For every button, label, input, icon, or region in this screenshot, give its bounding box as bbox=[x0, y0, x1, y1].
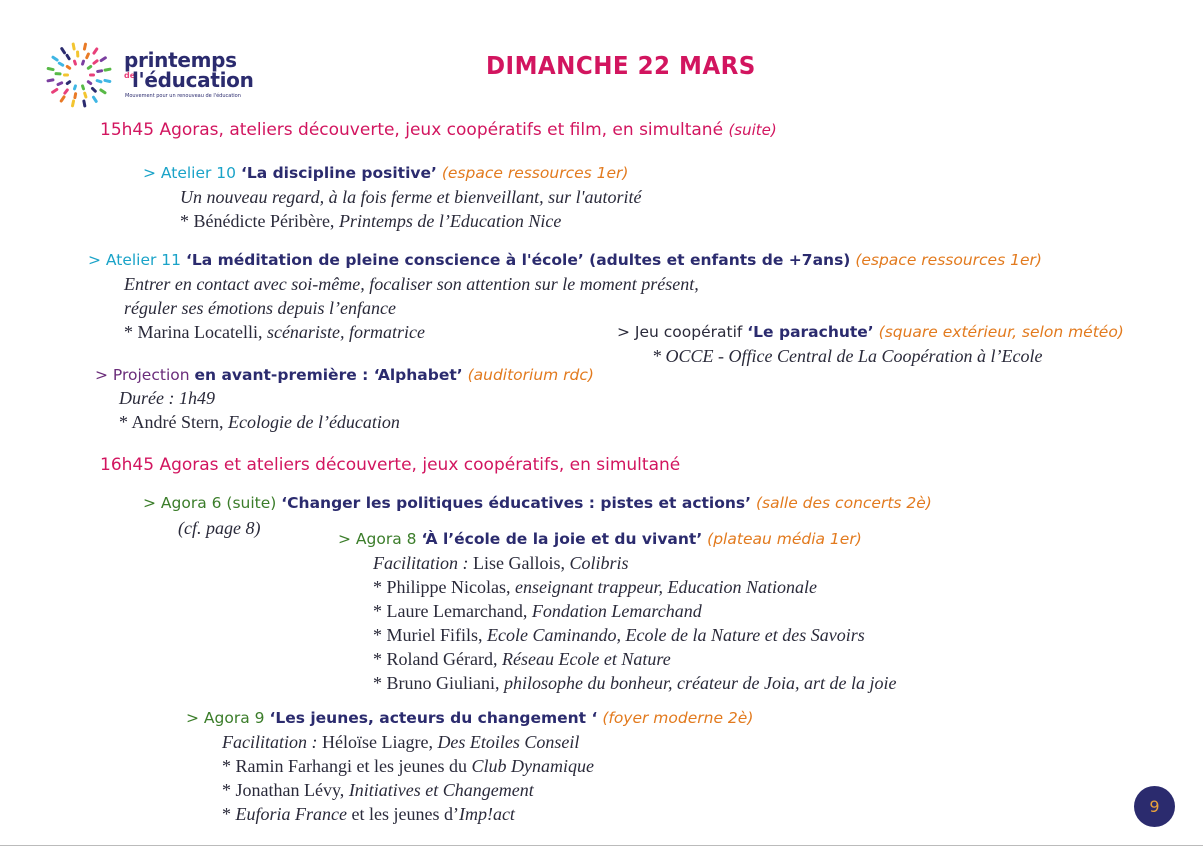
logo-ray bbox=[93, 97, 96, 101]
logo-ray bbox=[75, 94, 76, 98]
logo-ray bbox=[94, 49, 97, 53]
speaker-name: * Philippe Nicolas, bbox=[373, 577, 511, 597]
logo-ray bbox=[48, 80, 53, 81]
atelier10-title-line bbox=[143, 164, 628, 182]
agora8-title-line bbox=[338, 530, 862, 548]
atelier10-title: ‘La discipline positive’ bbox=[240, 164, 437, 182]
agora9-title-line bbox=[186, 709, 753, 727]
jeu-title: ‘Le parachute’ bbox=[747, 323, 874, 341]
atelier10-place: (espace ressources 1er) bbox=[441, 164, 629, 182]
agora6-title: ‘Changer les politiques éducatives : pistes et actions’ bbox=[281, 494, 752, 512]
bottom-divider bbox=[0, 845, 1203, 846]
logo-ray bbox=[75, 61, 76, 64]
jeu-speaker: * OCCE - Office Central de La Coopération à l’Ecole bbox=[652, 346, 1043, 366]
logo-ray bbox=[83, 86, 84, 89]
logo-ray bbox=[84, 44, 85, 49]
agora9-place: (foyer moderne 2è) bbox=[602, 709, 754, 727]
agora8-title: ‘À l’école de la joie et du vivant’ bbox=[421, 530, 703, 548]
projection-speaker bbox=[119, 412, 400, 433]
page-number: 9 bbox=[1134, 786, 1175, 827]
atelier11-desc1: Entrer en contact avec soi-même, focaliser son attention sur le moment présent, bbox=[124, 274, 699, 294]
atelier11-speaker-name: * Marina Locatelli, bbox=[124, 322, 263, 342]
jeu-place: (square extérieur, selon météo) bbox=[878, 323, 1124, 341]
atelier11-desc2: réguler ses émotions depuis l’enfance bbox=[124, 298, 396, 318]
speaker-name: * Ramin Farhangi et les jeunes du bbox=[222, 756, 467, 776]
speaker-org-end: Imp!act bbox=[458, 804, 515, 824]
agora8-facilitation-name: Lise Gallois, bbox=[472, 553, 565, 573]
section1-heading-text: 15h45 Agoras, ateliers découverte, jeux coopératifs et film, en simultané bbox=[100, 120, 724, 140]
page-title: DIMANCHE 22 MARS bbox=[486, 51, 756, 80]
speaker-org: enseignant trappeur, Education Nationale bbox=[515, 577, 817, 597]
agora8-facilitation bbox=[373, 553, 629, 574]
logo-line2-prefix: de bbox=[124, 71, 136, 80]
speaker-org: Fondation Lemarchand bbox=[531, 601, 702, 621]
speaker-org: philosophe du bonheur, créateur de Joia, art de la joie bbox=[504, 673, 897, 693]
logo-ray bbox=[48, 69, 53, 70]
logo-ray bbox=[97, 81, 101, 82]
section1-heading bbox=[100, 120, 777, 140]
agora9-speaker-3 bbox=[222, 804, 515, 825]
logo-ray bbox=[59, 63, 62, 65]
agora9-facilitation-org: Des Etoiles Conseil bbox=[437, 732, 580, 752]
speaker-name: * Bruno Giuliani, bbox=[373, 673, 500, 693]
atelier10-desc: Un nouveau regard, à la fois ferme et bienveillant, sur l'autorité bbox=[180, 187, 642, 207]
speaker-org: Initiatives et Changement bbox=[348, 780, 534, 800]
logo-ray bbox=[58, 83, 62, 85]
section1-heading-suffix: (suite) bbox=[728, 121, 777, 139]
agora9-speaker-1 bbox=[222, 756, 594, 777]
logo-ray bbox=[105, 80, 110, 81]
agora9-facilitation-name: Héloïse Liagre, bbox=[321, 732, 433, 752]
logo-ray bbox=[67, 82, 69, 84]
atelier10-prefix: > Atelier 10 bbox=[143, 164, 237, 182]
agora9-facilitation bbox=[222, 732, 579, 753]
agora8-facilitation-label: Facilitation : bbox=[373, 553, 469, 573]
jeu-title-line bbox=[617, 323, 1124, 341]
logo-ray bbox=[53, 57, 57, 60]
logo-ray bbox=[53, 89, 57, 92]
speaker-name: * Jonathan Lévy, bbox=[222, 780, 345, 800]
speaker-org: Club Dynamique bbox=[471, 756, 594, 776]
section2-heading: 16h45 Agoras et ateliers découverte, jeux coopératifs, en simultané bbox=[100, 455, 681, 475]
agora6-place: (salle des concerts 2è) bbox=[755, 494, 932, 512]
projection-duration: Durée : 1h49 bbox=[119, 388, 215, 408]
logo-ray bbox=[94, 61, 97, 63]
atelier11-prefix: > Atelier 11 bbox=[88, 251, 182, 269]
agora8-speaker-2 bbox=[373, 601, 702, 622]
speaker-name: * Muriel Fifils, bbox=[373, 625, 483, 645]
projection-speaker-org: Ecologie de l’éducation bbox=[227, 412, 400, 432]
agora9-facilitation-label: Facilitation : bbox=[222, 732, 318, 752]
logo-ray bbox=[67, 55, 69, 58]
logo-ray bbox=[105, 69, 110, 70]
logo-ray bbox=[83, 61, 84, 64]
logo-ray bbox=[61, 97, 64, 101]
agora6-prefix: > Agora 6 (suite) bbox=[143, 494, 277, 512]
logo-ray bbox=[87, 54, 89, 58]
atelier11-speaker bbox=[124, 322, 425, 343]
speaker-mid: et les jeunes d’ bbox=[351, 804, 459, 824]
atelier10-speaker-name: * Bénédicte Péribère, bbox=[180, 211, 335, 231]
agora6-title-line bbox=[143, 494, 932, 512]
agora8-facilitation-org: Colibris bbox=[569, 553, 629, 573]
atelier10-speaker bbox=[180, 211, 561, 232]
atelier11-speaker-org: scénariste, formatrice bbox=[266, 322, 425, 342]
agora8-speaker-5 bbox=[373, 673, 896, 694]
projection-title: en avant-première : ‘Alphabet’ bbox=[194, 366, 463, 384]
projection-title-line bbox=[95, 366, 594, 384]
agora9-speaker-2 bbox=[222, 780, 534, 801]
logo-ray bbox=[84, 101, 85, 106]
agora6-note: (cf. page 8) bbox=[178, 518, 261, 538]
agora9-prefix: > Agora 9 bbox=[186, 709, 265, 727]
projection-prefix: > Projection bbox=[95, 366, 190, 384]
agora9-title: ‘Les jeunes, acteurs du changement ‘ bbox=[269, 709, 598, 727]
logo-ray bbox=[62, 49, 65, 53]
jeu-prefix: > Jeu coopératif bbox=[617, 323, 743, 341]
logo-ray bbox=[98, 71, 102, 72]
logo bbox=[46, 42, 254, 108]
agora8-speaker-1 bbox=[373, 577, 817, 598]
speaker-name: * Roland Gérard, bbox=[373, 649, 498, 669]
projection-speaker-name: * André Stern, bbox=[119, 412, 224, 432]
atelier10-speaker-org: Printemps de l’Education Nice bbox=[338, 211, 562, 231]
logo-ray bbox=[92, 88, 95, 91]
agora8-prefix: > Agora 8 bbox=[338, 530, 417, 548]
agora8-speaker-4 bbox=[373, 649, 671, 670]
agora8-speaker-3 bbox=[373, 625, 865, 646]
atelier11-place: (espace ressources 1er) bbox=[855, 251, 1042, 269]
logo-ray bbox=[65, 90, 67, 93]
logo-tagline: Mouvement pour un renouveau de l'éducation bbox=[125, 93, 241, 99]
logo-ray bbox=[67, 66, 69, 68]
logo-line1: printemps bbox=[124, 48, 237, 72]
speaker-org: Réseau Ecole et Nature bbox=[501, 649, 671, 669]
speaker-org: Ecole Caminando, Ecole de la Nature et des Savoirs bbox=[487, 625, 865, 645]
speaker-org: Euforia France bbox=[235, 804, 347, 824]
logo-ray bbox=[85, 93, 86, 97]
atelier11-title-line bbox=[88, 251, 1042, 269]
logo-sunburst-icon bbox=[46, 42, 112, 108]
projection-place: (auditorium rdc) bbox=[467, 366, 594, 384]
speaker-star: * bbox=[222, 804, 231, 824]
logo-ray bbox=[88, 66, 90, 68]
agora8-place: (plateau média 1er) bbox=[707, 530, 862, 548]
logo-ray bbox=[73, 101, 74, 106]
logo-ray bbox=[101, 58, 105, 61]
atelier11-title: ‘La méditation de pleine conscience à l'école’ (adultes et enfants de +7ans) bbox=[185, 251, 851, 269]
logo-ray bbox=[75, 86, 76, 89]
logo-ray bbox=[101, 90, 105, 93]
logo-ray bbox=[88, 82, 90, 84]
speaker-name: * Laure Lemarchand, bbox=[373, 601, 528, 621]
logo-line2: l'éducation bbox=[132, 68, 254, 92]
logo-ray bbox=[73, 44, 74, 49]
